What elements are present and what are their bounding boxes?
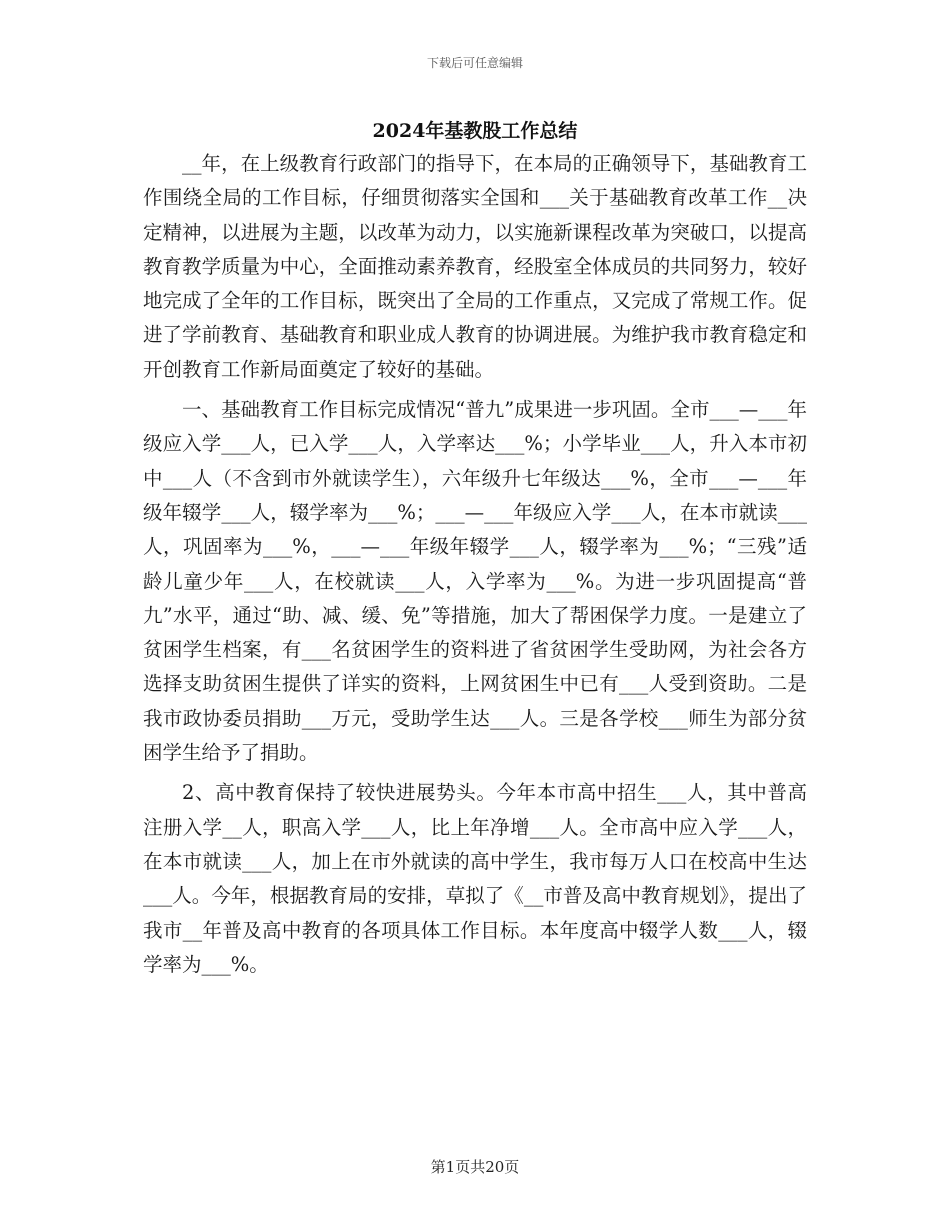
page-footer: 第1页共20页 — [430, 1158, 520, 1176]
header-note: 下载后可任意编辑 — [426, 56, 523, 70]
paragraph-basic-education: 一、基础教育工作目标完成情况“普九”成果进一步巩固。全市___—___年级应入学___人，已入学___人，入学率达___%；小学毕业___人，升入本市初中___人（不含到市外就读学生），六年级升七年级达___%，全市___—___年级年辍学___人，辍学率为___%；___—___年级应入学___人，在本市就读___人，巩固率为___%，___—___年级年辍学___人，辍学率为___%；“三残”适龄儿童少年___人，在校就读___人，入学率为___%。为进一步巩固提高“普九”水平，通过“助、减、缓、免”等措施，加大了帮困保学力度。一是建立了贫困学生档案，有___名贫困学生的资料进了省贫困学生受助网，为社会各方选择支助贫困生提供了详实的资料，上网贫困生中已有___人受到资助。二是我市政协委员捐助___万元，受助学生达___人。三是各学校___师生为部分贫困学生给予了捐助。 — [143, 398, 807, 765]
paragraph-intro: __年，在上级教育行政部门的指导下，在本局的正确领导下，基础教育工作围绕全局的工作目标，仔细贯彻落实全国和___关于基础教育改革工作__决定精神，以进展为主题，以改革为动力，以实施新课程改革为突破口，以提高教育教学质量为中心，全面推动素养教育，经股室全体成员的共同努力，较好地完成了全年的工作目标，既突出了全局的工作重点，又完成了常规工作。促进了学前教育、基础教育和职业成人教育的协调进展。为维护我市教育稳定和开创教育工作新局面奠定了较好的基础。 — [143, 152, 807, 381]
paragraph-high-school: 2、高中教育保持了较快进展势头。今年本市高中招生___人，其中普高注册入学__人，职高入学___人，比上年净增___人。全市高中应入学___人，在本市就读___人，加上在市外就读的高中学生，我市每万人口在校高中生达___人。今年，根据教育局的安排，草拟了《__市普及高中教育规划》，提出了我市__年普及高中教育的各项具体工作目标。本年度高中辍学人数___人，辍学率为___%。 — [143, 781, 807, 976]
document-body — [143, 147, 807, 982]
document-title: 2024年基教股工作总结 — [372, 120, 578, 142]
